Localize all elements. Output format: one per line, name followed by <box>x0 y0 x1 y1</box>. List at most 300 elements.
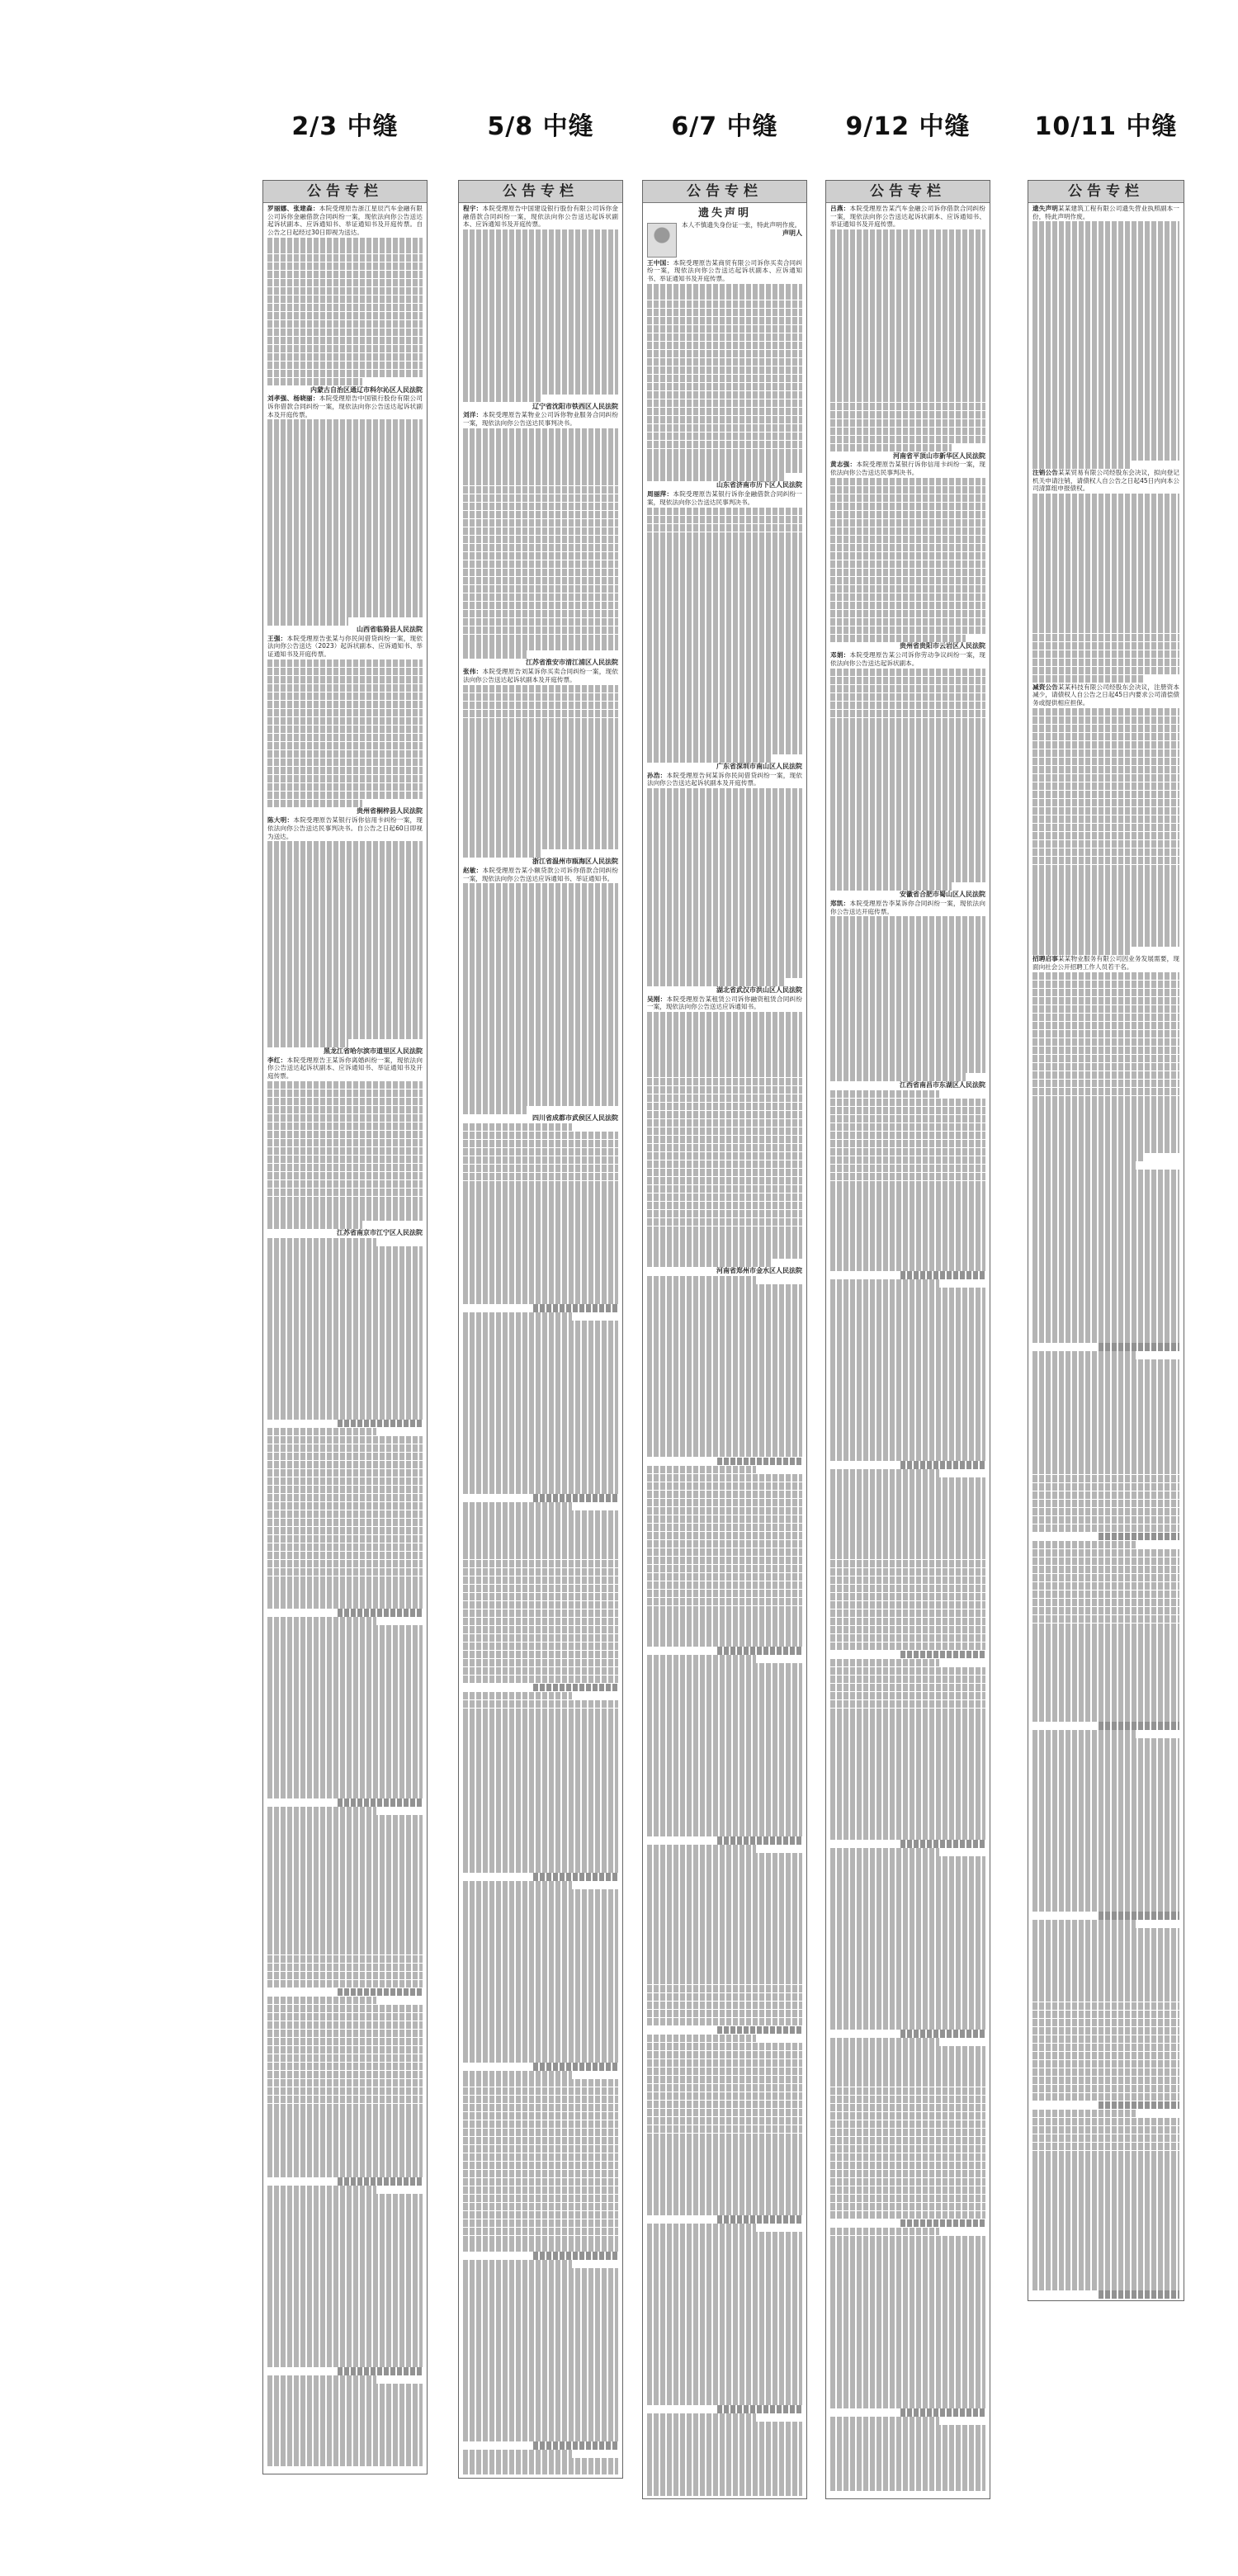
text-line <box>830 478 985 486</box>
notice-item <box>647 995 802 1011</box>
text-line <box>338 1609 423 1617</box>
text-line <box>647 639 802 647</box>
text-line <box>647 1408 802 1416</box>
text-line <box>647 2207 802 2215</box>
text-line <box>647 1301 802 1309</box>
text-line <box>830 693 985 702</box>
text-line <box>463 1856 618 1865</box>
text-line <box>267 2334 423 2342</box>
text-line <box>647 358 802 366</box>
text-line <box>267 2096 423 2104</box>
text-line <box>463 750 618 759</box>
text-line <box>1032 972 1179 981</box>
text-line <box>647 465 802 473</box>
text-line <box>830 238 985 246</box>
text-line <box>463 1015 618 1023</box>
text-line <box>647 1507 802 1515</box>
notice-addressee: 邓娟： <box>830 651 850 659</box>
text-line <box>267 510 423 518</box>
text-line <box>830 1048 985 1056</box>
text-line <box>463 941 618 949</box>
text-line <box>647 2018 802 2026</box>
text-line <box>1032 1624 1179 1632</box>
text-line <box>267 1600 423 1609</box>
text-line <box>830 1618 985 1626</box>
text-line <box>830 2162 985 2170</box>
text-line <box>267 1881 423 1889</box>
notice-body: 本院受理原告刘某诉你买卖合同纠纷一案，现依法向你公告送达起诉状副本及开庭传票。 <box>463 668 618 683</box>
text-line <box>647 2273 802 2281</box>
text-line <box>267 1172 423 1180</box>
text-line <box>463 2186 618 2195</box>
text-line <box>830 1709 985 1717</box>
text-line <box>1032 1401 1179 1409</box>
text-line <box>647 2397 802 2405</box>
text-line <box>463 1444 618 1453</box>
text-line <box>830 1865 985 1873</box>
text-line <box>267 617 348 626</box>
notice-body: 本院受理原告李某诉你合同纠纷一案，现依法向你公告送达开庭传票。 <box>830 899 985 915</box>
text-line <box>900 1271 985 1279</box>
text-line <box>267 1098 423 1106</box>
text-line <box>647 2430 802 2438</box>
text-line <box>647 1103 802 1111</box>
text-line <box>647 912 802 920</box>
text-line <box>463 1420 618 1428</box>
text-line <box>463 262 618 271</box>
text-line <box>647 1309 802 1317</box>
text-line <box>830 1370 985 1378</box>
text-line <box>267 1955 423 1964</box>
text-line <box>1032 2068 1179 2077</box>
column-title-1: 2/3 中缝 <box>291 112 399 141</box>
text-line <box>1032 560 1179 568</box>
text-line <box>463 1543 618 1552</box>
text-line <box>267 452 423 461</box>
text-line <box>647 2232 802 2240</box>
notice-list <box>1028 203 1184 2299</box>
text-line <box>463 1865 618 1873</box>
text-line <box>463 2013 618 2021</box>
text-line <box>463 883 618 891</box>
text-line <box>267 1568 423 1576</box>
text-line <box>1032 1467 1179 1475</box>
text-line <box>647 1737 802 1746</box>
notice-body: 某某物业服务有限公司因业务发展需要，现面向社会公开招聘工作人员若干名。 <box>1032 955 1179 971</box>
text-line <box>830 271 985 279</box>
notice-item <box>463 668 618 683</box>
text-line <box>830 2326 985 2334</box>
text-line <box>463 825 618 833</box>
text-line <box>647 1787 802 1795</box>
text-line <box>1099 1912 1179 1920</box>
text-line <box>1032 989 1179 997</box>
text-line <box>1032 824 1179 832</box>
text-line <box>463 2211 618 2219</box>
text-line <box>267 1650 423 1658</box>
text-line <box>647 1828 802 1836</box>
text-line <box>267 502 423 510</box>
text-line <box>647 1334 802 1342</box>
text-line <box>267 2219 423 2227</box>
text-line <box>830 486 985 494</box>
text-line <box>267 1865 423 1873</box>
text-line <box>1032 1508 1179 1516</box>
text-line <box>267 1123 423 1131</box>
text-line <box>267 370 423 378</box>
text-line <box>830 1148 985 1156</box>
text-line <box>1032 419 1179 428</box>
text-line <box>267 882 423 891</box>
text-line <box>463 1263 618 1271</box>
text-line <box>463 1007 618 1015</box>
text-line <box>463 783 618 792</box>
text-line <box>830 585 985 593</box>
text-line <box>830 419 985 428</box>
text-line <box>267 1436 423 1444</box>
text-line <box>1032 675 1144 683</box>
text-line <box>463 1732 618 1741</box>
text-line <box>463 577 618 585</box>
notice-issuer: 辽宁省沈阳市铁西区人民法院 <box>532 402 618 410</box>
text-line <box>463 470 618 478</box>
text-line <box>463 279 618 287</box>
text-line <box>533 2063 618 2071</box>
text-line <box>1032 1153 1144 1161</box>
text-line <box>1032 2027 1179 2035</box>
text-line <box>1032 650 1179 659</box>
text-line <box>647 2446 802 2455</box>
text-line <box>267 1823 423 1832</box>
text-line <box>338 1988 423 1997</box>
text-line <box>830 2038 939 2046</box>
text-line <box>267 1510 423 1519</box>
notice-addressee: 李红： <box>267 1056 287 1064</box>
text-line <box>463 238 618 246</box>
text-line <box>830 1964 985 1972</box>
text-line <box>647 2149 802 2158</box>
notice-addressee: 刘孝强、杨晓丽： <box>267 395 319 403</box>
text-line <box>463 585 618 593</box>
text-line <box>1032 1128 1179 1137</box>
text-line <box>647 1111 802 1119</box>
text-line <box>1032 1244 1179 1252</box>
notice-issuer: 黑龙江省哈尔滨市道里区人民法院 <box>324 1047 423 1055</box>
text-line <box>463 2433 618 2441</box>
text-line <box>647 2323 802 2331</box>
text-line <box>463 370 618 378</box>
text-line <box>1032 287 1179 295</box>
notice-addressee: 陈大明： <box>267 816 294 825</box>
text-line <box>647 1952 802 1960</box>
text-line <box>647 1449 802 1458</box>
text-line <box>1032 1351 1136 1359</box>
text-line <box>463 246 618 254</box>
text-line <box>267 1081 423 1089</box>
text-line <box>1032 626 1179 634</box>
text-line <box>463 1749 618 1757</box>
text-line <box>267 254 423 262</box>
text-line <box>1032 2167 1179 2175</box>
text-line <box>647 1359 802 1367</box>
text-line <box>267 1972 423 1980</box>
text-line <box>463 2276 618 2285</box>
text-line <box>830 1642 985 1651</box>
text-line <box>1032 1862 1179 1870</box>
text-line <box>267 1699 423 1708</box>
text-line <box>267 1617 376 1625</box>
text-line <box>647 705 802 713</box>
text-line <box>830 1411 985 1420</box>
text-line <box>830 1246 985 1255</box>
text-line <box>647 2158 802 2166</box>
text-line <box>267 2433 423 2441</box>
text-line <box>267 1732 423 1741</box>
text-line <box>647 2314 802 2323</box>
text-line <box>830 2417 939 2425</box>
text-line <box>1032 1434 1179 1442</box>
text-line <box>830 1774 985 1782</box>
text-line <box>267 1345 423 1354</box>
text-line <box>830 2309 985 2318</box>
text-line <box>830 2203 985 2211</box>
text-line <box>463 775 618 783</box>
text-line <box>1032 1458 1179 1467</box>
text-line <box>1032 1705 1179 1713</box>
text-line <box>267 2392 423 2400</box>
text-line <box>1032 1014 1179 1022</box>
text-line <box>830 229 985 238</box>
text-line <box>1032 2158 1179 2167</box>
text-line <box>647 2372 802 2380</box>
text-line <box>830 1988 985 1997</box>
text-line <box>1032 1978 1179 1986</box>
text-line <box>267 2400 423 2408</box>
column-title-4: 9/12 中缝 <box>845 112 971 141</box>
text-line <box>830 287 985 295</box>
text-line <box>1032 930 1179 938</box>
text-line <box>1032 1746 1179 1755</box>
text-line <box>267 2293 423 2301</box>
text-line <box>647 937 802 945</box>
text-line <box>830 677 985 685</box>
text-line <box>647 1853 802 1861</box>
text-line <box>463 1255 618 1263</box>
text-line <box>830 1115 985 1123</box>
notice-column-5 <box>1028 180 1184 2301</box>
text-line <box>647 846 802 854</box>
notice-body: 本院受理原告中国建设银行股份有限公司诉你金融借款合同纠纷一案，现依法向你公告送达起诉状副本、应诉通知书及开庭传票。 <box>463 205 618 229</box>
text-line <box>267 477 423 485</box>
text-line <box>647 1350 802 1359</box>
text-line <box>647 449 802 457</box>
text-line <box>830 544 985 552</box>
text-line <box>463 1140 618 1148</box>
text-line <box>463 1032 618 1040</box>
text-line <box>267 1840 423 1848</box>
notice-column-3 <box>642 180 807 2499</box>
text-line <box>267 924 423 932</box>
text-line <box>830 1684 985 1692</box>
notice-column-1 <box>262 180 428 2474</box>
text-line <box>463 1329 618 1337</box>
text-line <box>830 1428 985 1436</box>
text-line <box>647 1812 802 1820</box>
text-line <box>267 2071 423 2079</box>
text-line <box>463 254 618 262</box>
text-line <box>647 540 802 548</box>
text-line <box>1032 1903 1179 1912</box>
text-line <box>463 593 618 602</box>
text-line <box>830 2186 985 2195</box>
text-line <box>647 1638 802 1647</box>
text-line <box>830 1403 985 1411</box>
text-line <box>1032 1022 1179 1030</box>
text-line <box>463 1931 618 1939</box>
text-line <box>830 2112 985 2120</box>
text-line <box>267 2351 423 2359</box>
text-line <box>267 891 423 899</box>
notice-item <box>830 900 985 915</box>
text-line <box>830 635 966 643</box>
text-line <box>1032 1137 1179 1145</box>
text-line <box>267 1114 423 1123</box>
text-line <box>533 2441 618 2450</box>
text-line <box>830 337 985 345</box>
text-line <box>1032 947 1131 955</box>
text-line <box>830 808 985 816</box>
text-line <box>647 1482 802 1491</box>
text-line <box>1032 2249 1179 2257</box>
text-line <box>647 2109 802 2117</box>
text-line <box>267 792 423 800</box>
text-line <box>463 1222 618 1230</box>
text-line <box>463 2400 618 2408</box>
text-line <box>830 1156 985 1165</box>
notice-body: 本院受理原告某汽车金融公司诉你借款合同纠纷一案，现依法向你公告送达起诉状副本、应诉通知书、举证通知书及开庭传票。 <box>830 205 985 229</box>
text-line <box>1032 535 1179 543</box>
text-line <box>267 1931 423 1939</box>
text-line <box>830 966 985 974</box>
notice-addressee: 招聘启事 <box>1032 955 1058 963</box>
text-line <box>1032 1112 1179 1120</box>
text-line <box>830 2285 985 2293</box>
text-line <box>830 1856 985 1865</box>
text-line <box>267 1197 423 1205</box>
text-line <box>267 1658 423 1666</box>
text-line <box>900 1840 985 1848</box>
text-line <box>463 304 618 312</box>
text-line <box>1032 938 1179 947</box>
text-line <box>1032 1368 1179 1376</box>
text-line <box>1032 1310 1179 1318</box>
text-line <box>463 378 618 386</box>
text-line <box>463 2153 618 2162</box>
text-line <box>267 1782 423 1790</box>
text-line <box>463 2228 618 2236</box>
text-line <box>463 1411 618 1420</box>
text-line <box>830 295 985 304</box>
text-line <box>830 1502 985 1510</box>
text-line <box>647 1573 802 1581</box>
text-line <box>267 759 423 767</box>
text-line <box>830 1898 985 1906</box>
text-line <box>830 2359 985 2367</box>
text-line <box>647 1499 802 1507</box>
text-line <box>267 2301 423 2309</box>
text-line <box>647 1342 802 1350</box>
text-line <box>267 726 423 734</box>
text-line <box>830 1676 985 1684</box>
text-line <box>267 1832 423 1840</box>
text-line <box>267 1312 423 1321</box>
text-line <box>830 1362 985 1370</box>
text-line <box>830 1972 985 1980</box>
text-line <box>830 610 985 618</box>
text-line <box>1032 395 1179 403</box>
text-line <box>1032 461 1131 469</box>
text-line <box>267 899 423 907</box>
text-line <box>830 2301 985 2309</box>
text-line <box>830 1238 985 1246</box>
text-line <box>463 1073 618 1081</box>
text-line <box>1032 1730 1136 1738</box>
text-line <box>1032 1920 1136 1928</box>
text-line <box>830 816 985 825</box>
text-line <box>647 838 802 846</box>
text-line <box>1032 2035 1179 2044</box>
text-line <box>267 1212 423 1221</box>
text-line <box>830 503 985 511</box>
text-line <box>463 1345 618 1354</box>
text-line <box>1032 1639 1179 1647</box>
text-line <box>830 1659 939 1667</box>
text-line <box>830 527 985 536</box>
text-line <box>463 2466 618 2474</box>
text-line <box>267 345 423 353</box>
text-line <box>463 2120 618 2129</box>
text-line <box>463 2285 618 2293</box>
text-line <box>267 1494 423 1502</box>
text-line <box>463 849 541 858</box>
text-line <box>267 1724 423 1732</box>
text-line <box>647 456 802 465</box>
text-line <box>463 2079 618 2087</box>
text-line <box>830 1939 985 1947</box>
text-line <box>647 1886 802 1894</box>
text-line <box>1032 1541 1136 1549</box>
text-line <box>463 295 618 304</box>
text-line <box>1032 997 1179 1005</box>
text-line <box>830 2400 985 2408</box>
text-line <box>267 1543 423 1552</box>
text-line <box>267 767 423 775</box>
text-line <box>830 1790 985 1798</box>
text-line <box>900 1651 985 1659</box>
text-line <box>830 1832 985 1840</box>
text-line <box>1032 254 1179 262</box>
text-line <box>267 1914 423 1922</box>
text-line <box>463 2260 572 2268</box>
text-line <box>647 375 802 383</box>
text-line <box>830 1749 985 1757</box>
text-line <box>463 1980 618 1988</box>
text-line <box>1032 1376 1179 1384</box>
notice-body: 本院受理原告何某诉你民间借贷纠纷一案，现依法向你公告送达起诉状副本及开庭传票。 <box>647 771 802 787</box>
text-line <box>267 717 423 726</box>
text-line <box>647 871 802 879</box>
notice-item <box>647 259 802 283</box>
